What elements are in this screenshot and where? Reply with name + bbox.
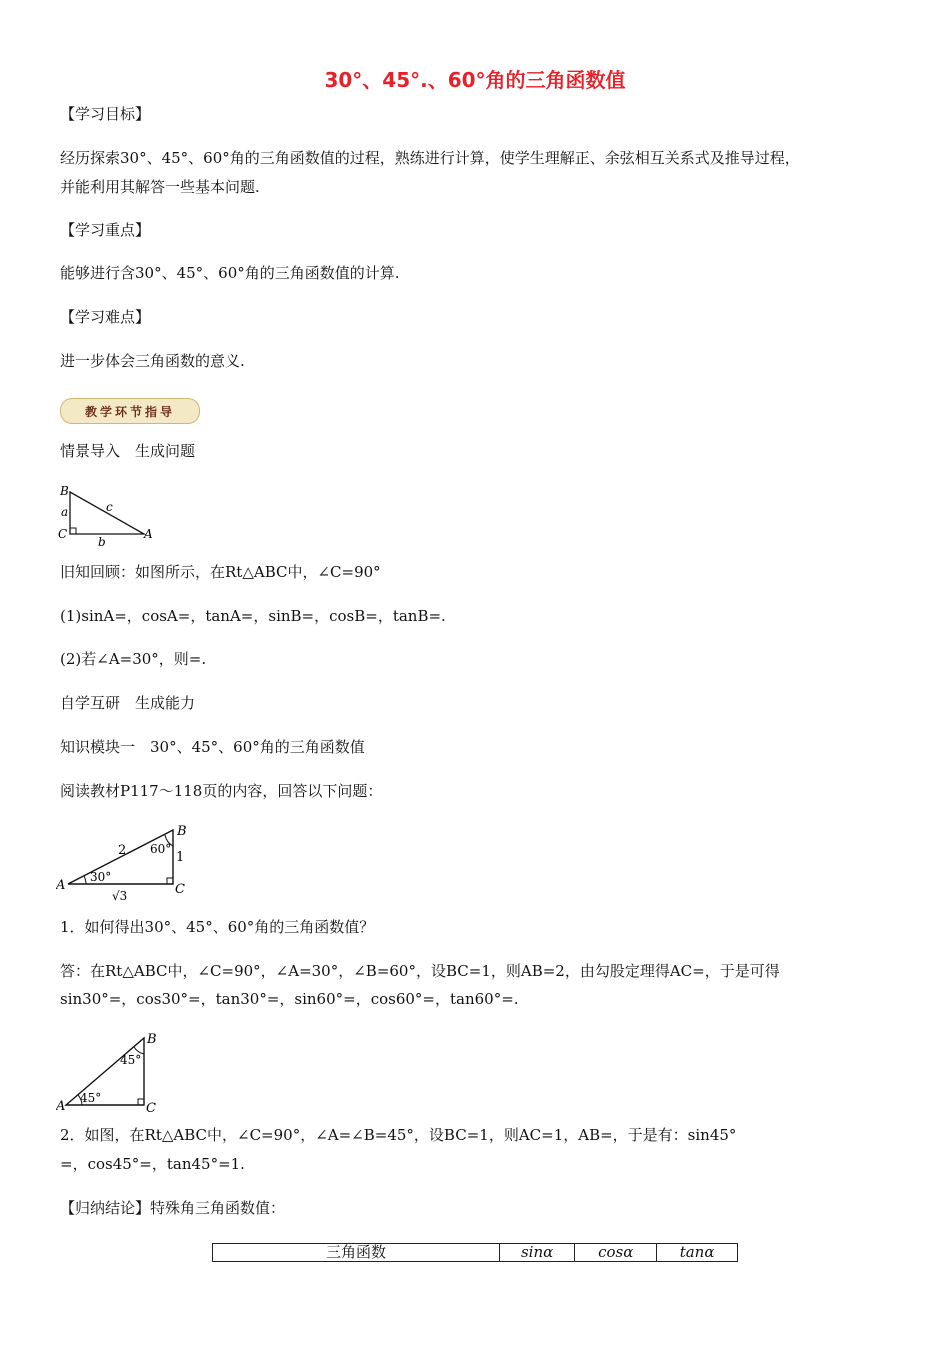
fig3-label-C: C bbox=[146, 1101, 156, 1114]
fig2-label-A: A bbox=[56, 878, 66, 893]
problem-2-line-1: 2．如图，在Rt△ABC中，∠C=90°，∠A=∠B=45°，设BC=1，则AC=1，AB=，于是有：sin45° bbox=[60, 1126, 737, 1144]
fig2-label-B: B bbox=[177, 824, 187, 839]
problem-1-answer-line-1: 答：在Rt△ABC中，∠C=90°，∠A=30°，∠B=60°，设BC=1，则AB=2，由勾股定理得AC=，于是可得 bbox=[60, 962, 780, 980]
conclusion-heading: 【归纳结论】特殊角三角函数值： bbox=[60, 1199, 286, 1217]
goals-line-1: 经历探索30°、45°、60°角的三角函数值的过程，熟练进行计算，使学生理解正、余弦相互关系式及推导过程， bbox=[60, 149, 800, 167]
focus-heading: 【学习重点】 bbox=[60, 221, 151, 239]
goals-heading: 【学习目标】 bbox=[60, 105, 151, 123]
fig3-label-B: B bbox=[147, 1032, 157, 1047]
fig1-label-B: B bbox=[60, 484, 69, 498]
problem-1-answer-line-2: sin30°=，cos30°=，tan30°=，sin60°=，cos60°=，tan60°=. bbox=[60, 990, 519, 1008]
difficulty-text: 进一步体会三角函数的意义. bbox=[60, 352, 245, 370]
trig-values-table bbox=[212, 1243, 738, 1262]
intro-title: 情景导入 生成问题 bbox=[60, 442, 196, 460]
table-header-cos: cosα bbox=[575, 1244, 657, 1262]
fig1-side-a: a bbox=[61, 505, 69, 519]
fig2-leg: 1 bbox=[176, 850, 185, 865]
table-header-tan: tanα bbox=[657, 1244, 738, 1262]
module-title: 知识模块一 30°、45°、60°角的三角函数值 bbox=[60, 738, 365, 756]
table-header-function: 三角函数 bbox=[213, 1244, 500, 1262]
fig1-side-b: b bbox=[98, 535, 106, 548]
fig1-label-C: C bbox=[58, 527, 68, 541]
page-title: 30°、45°.、60°角的三角函数值 bbox=[324, 68, 626, 92]
section-banner bbox=[60, 398, 200, 424]
fig3-angle-B: 45° bbox=[120, 1053, 142, 1067]
review-text: 旧知回顾：如图所示，在Rt△ABC中，∠C=90° bbox=[60, 563, 381, 581]
section-banner-label: 教学环节指导 bbox=[84, 404, 175, 419]
triangle-figure-1 bbox=[56, 482, 156, 548]
difficulty-heading: 【学习难点】 bbox=[60, 308, 151, 326]
fig2-base: √3 bbox=[112, 889, 128, 903]
triangle-figure-3 bbox=[56, 1030, 166, 1114]
problem-1-question: 1．如何得出30°、45°、60°角的三角函数值？ bbox=[60, 918, 375, 936]
goals-line-2: 并能利用其解答一些基本问题. bbox=[60, 178, 260, 196]
focus-text: 能够进行含30°、45°、60°角的三角函数值的计算. bbox=[60, 264, 400, 282]
fig3-angle-A: 45° bbox=[80, 1091, 102, 1105]
self-study-title: 自学互研 生成能力 bbox=[60, 694, 196, 712]
table-header-sin: sinα bbox=[500, 1244, 575, 1262]
table-header-row bbox=[213, 1244, 738, 1262]
fig2-hypotenuse: 2 bbox=[118, 843, 127, 858]
fig1-side-c: c bbox=[106, 500, 113, 514]
triangle-figure-2 bbox=[56, 822, 196, 904]
fig2-label-C: C bbox=[175, 882, 185, 897]
fig2-angle-A: 30° bbox=[90, 870, 112, 884]
fig2-angle-B: 60° bbox=[150, 842, 172, 856]
fig1-label-A: A bbox=[144, 527, 153, 541]
question-2: (2)若∠A=30°，则=. bbox=[60, 650, 207, 668]
fig3-label-A: A bbox=[56, 1099, 66, 1114]
problem-2-line-2: =，cos45°=，tan45°=1. bbox=[60, 1155, 245, 1173]
reading-instruction: 阅读教材P117～118页的内容，回答以下问题： bbox=[60, 782, 383, 800]
question-1: (1)sinA=，cosA=，tanA=，sinB=，cosB=，tanB=. bbox=[60, 607, 446, 625]
